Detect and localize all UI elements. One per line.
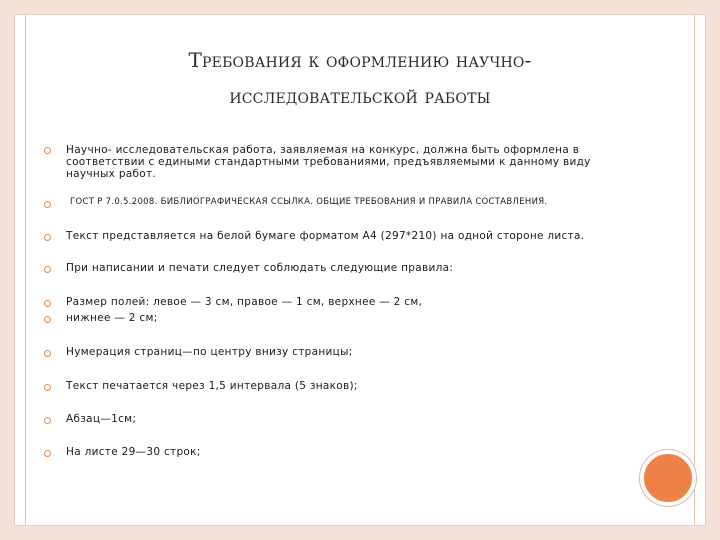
bullet-icon <box>44 147 51 154</box>
bullet-icon <box>44 300 51 307</box>
list-item: Размер полей: левое — 3 см, правое — 1 см, верхнее — 2 см, <box>66 296 423 308</box>
list-item: При написании и печати следует соблюдать следующие правила: <box>66 262 454 274</box>
list-item: На листе 29—30 строк; <box>66 446 201 458</box>
bullet-icon <box>44 350 51 357</box>
right-border-line <box>694 15 695 525</box>
bullet-icon <box>44 234 51 241</box>
slide-title <box>70 42 650 114</box>
list-item: ГОСТ Р 7.0.5.2008. БИБЛИОГРАФИЧЕСКАЯ ССЫЛКА. ОБЩИЕ ТРЕБОВАНИЯ И ПРАВИЛА СОСТАВЛЕНИЯ. <box>70 197 548 207</box>
list-item: Научно- исследовательская работа, заявляемая на конкурс, должна быть оформлена в соответствии с едиными стандартными требованиями, предъявляемыми к данному виду научных работ. <box>66 144 591 180</box>
list-item: Текст представляется на белой бумаге форматом А4 (297*210) на одной стороне листа. <box>66 230 585 242</box>
left-border-line <box>25 15 26 525</box>
list-item: нижнее — 2 см; <box>66 312 158 324</box>
bullet-icon <box>44 201 51 208</box>
bullet-icon <box>44 417 51 424</box>
decorative-circle-icon <box>640 450 696 506</box>
bullet-icon <box>44 266 51 273</box>
bullet-icon <box>44 316 51 323</box>
list-item: Текст печатается через 1,5 интервала (5 знаков); <box>66 380 358 392</box>
list-item: Нумерация страниц—по центру внизу страницы; <box>66 346 353 358</box>
bullet-icon <box>44 450 51 457</box>
title-line-1: Требования к оформлению научно- <box>188 48 532 72</box>
list-item: Абзац—1см; <box>66 413 137 425</box>
title-line-2: исследовательской работы <box>229 84 491 108</box>
bullet-icon <box>44 384 51 391</box>
